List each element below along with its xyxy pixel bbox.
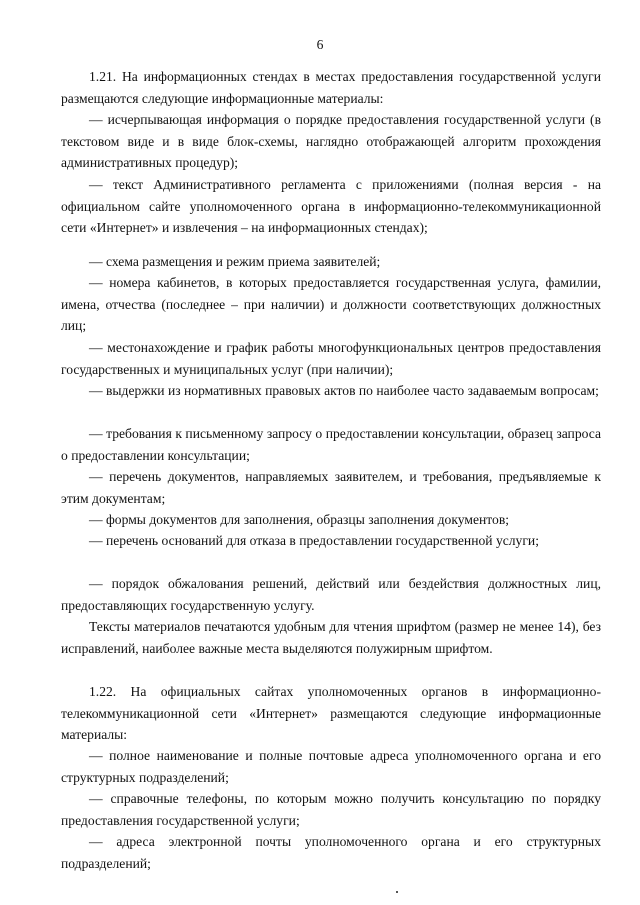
scan-speck	[396, 891, 398, 893]
list-item-full-name-addresses: — полное наименование и полные почтовые адреса уполномоченного органа и его структурных подразделений;	[61, 748, 601, 785]
list-item-placement-scheme: — схема размещения и режим приема заявителей;	[89, 254, 381, 269]
list-item-forms: — формы документов для заполнения, образцы заполнения документов;	[89, 512, 510, 527]
list-item-procedure-info: — исчерпывающая информация о порядке предоставления государственной услуги (в текстовом виде и в виде блок-схемы, наглядно отображающей алгоритм прохождения административных процедур);	[61, 112, 601, 171]
list-item-appeal-procedure: — порядок обжалования решений, действий или бездействия должностных лиц, предоставляющих государственную услугу.	[61, 576, 601, 613]
paragraph-1-22-intro: 1.22. На официальных сайтах уполномоченных органов в информационно-телекоммуникационной сети «Интернет» размещаются следующие информационные материалы:	[61, 684, 601, 743]
list-item-document-list: — перечень документов, направляемых заявителем, и требования, предъявляемые к этим документам;	[61, 469, 601, 506]
list-item-regulation-text: — текст Административного регламента с приложениями (полная версия - на официальном сайте уполномоченного органа в информационно-телекоммуникационной сети «Интернет» и извлечения – на информационных стендах);	[61, 177, 601, 236]
page-number: 6	[316, 37, 324, 52]
list-item-legal-excerpts: — выдержки из нормативных правовых актов по наиболее часто задаваемым вопросам;	[89, 383, 599, 398]
list-item-office-numbers: — номера кабинетов, в которых предоставляется государственная услуга, фамилии, имена, отчества (последнее – при наличии) и должности соответствующих должностных лиц;	[61, 275, 601, 334]
paragraph-1-21-intro: 1.21. На информационных стендах в местах предоставления государственной услуги размещаются следующие информационные материалы:	[61, 69, 601, 106]
list-item-email-addresses: — адреса электронной почты уполномоченного органа и его структурных подразделений;	[61, 834, 601, 871]
list-item-phone-numbers: — справочные телефоны, по которым можно получить консультацию по порядку предоставления государственной услуги;	[61, 791, 601, 828]
list-item-written-request: — требования к письменному запросу о предоставлении консультации, образец запроса о предоставлении консультации;	[61, 426, 601, 463]
paragraph-font-requirements: Тексты материалов печатаются удобным для чтения шрифтом (размер не менее 14), без исправлений, наиболее важные места выделяются полужирным шрифтом.	[61, 619, 601, 656]
list-item-mfc-location: — местонахождение и график работы многофункциональных центров предоставления государственных и муниципальных услуг (при наличии);	[61, 340, 601, 377]
list-item-refusal-grounds: — перечень оснований для отказа в предоставлении государственной услуги;	[89, 533, 539, 548]
